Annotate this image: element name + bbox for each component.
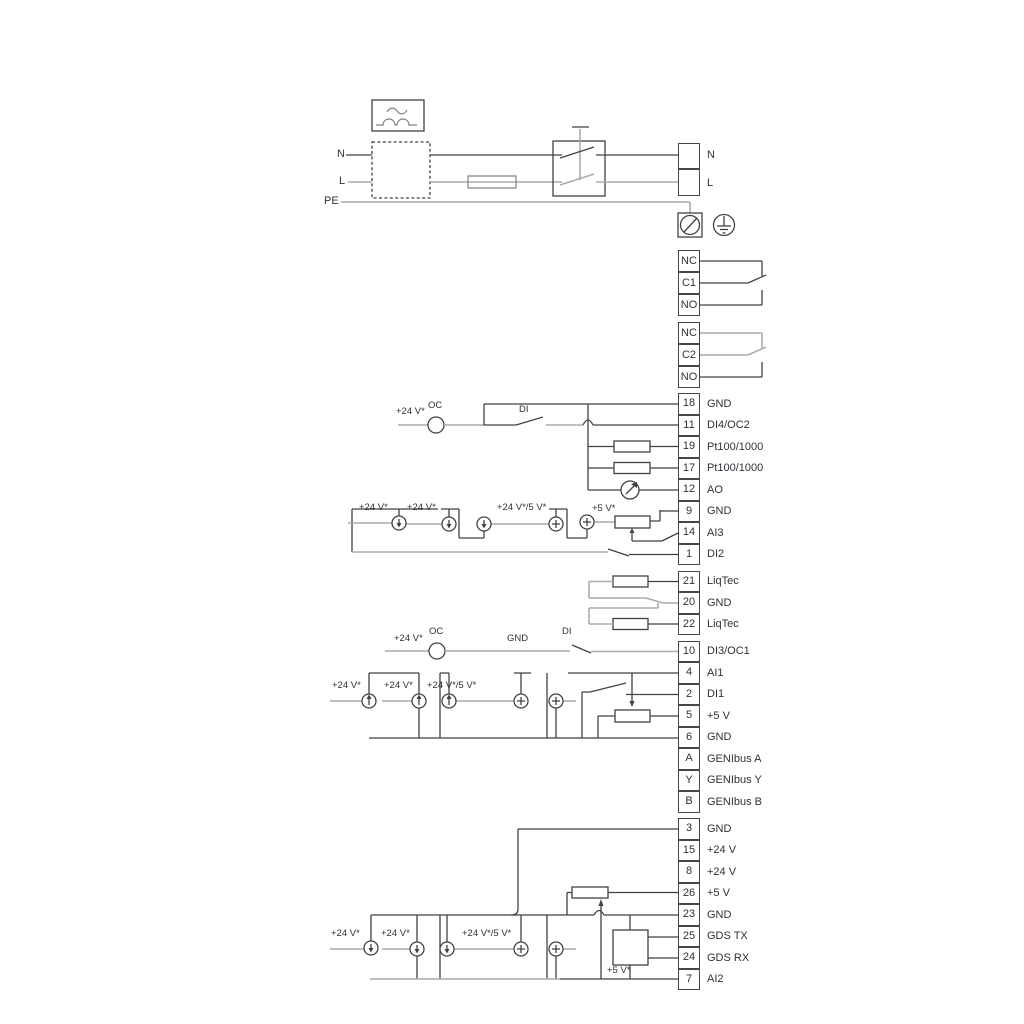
terminal-24: 24 (678, 947, 700, 969)
pt100-resistor-icon (614, 441, 650, 452)
label-n-right: N (707, 149, 715, 161)
terminal-14-label: AI3 (707, 526, 724, 539)
terminal-21: 21 (678, 571, 700, 593)
terminal-12-label: AO (707, 483, 723, 496)
terminal-18: 18 (678, 393, 700, 415)
wire-label-24v: +24 V* (396, 406, 425, 417)
wire-label-24v: +24 V* (381, 928, 410, 939)
terminal-5-label: +5 V (707, 709, 730, 722)
terminal-23: 23 (678, 904, 700, 926)
terminal-2-label: DI1 (707, 688, 725, 701)
terminal-2: 2 (678, 684, 700, 706)
rectified-sine-glyph (376, 119, 417, 125)
terminal-1-label: DI2 (707, 548, 725, 561)
terminal-20: 20 (678, 592, 700, 614)
supply-terminal-n (678, 143, 700, 169)
terminal-14: 14 (678, 522, 700, 544)
relay1-nc: NC (678, 250, 700, 272)
wire-label-gnd: GND (507, 633, 529, 644)
filter-box (372, 142, 430, 198)
ai2-gds-section (330, 829, 678, 979)
terminal-3: 3 (678, 818, 700, 840)
sine-glyph (387, 108, 407, 114)
relay1-wiring (700, 261, 766, 305)
potentiometer-icon (615, 516, 650, 528)
terminal-17: 17 (678, 458, 700, 480)
terminal-6: 6 (678, 727, 700, 749)
gds-sensor-box (613, 930, 648, 965)
di3-oc1-section (385, 643, 678, 659)
relay1-no: NO (678, 294, 700, 316)
terminal-10-label: DI3/OC1 (707, 645, 750, 658)
terminal-1: 1 (678, 544, 700, 566)
terminal-23-label: GND (707, 908, 732, 921)
terminal-22-label: LiqTec (707, 618, 739, 631)
wire-label-24v-5v: +24 V*/5 V* (427, 680, 477, 691)
wire-label-24v: +24 V* (359, 502, 388, 513)
terminal-21-label: LiqTec (707, 575, 739, 588)
di1-switch-blade (590, 683, 626, 692)
di4-switch-blade (516, 417, 543, 425)
power-section (341, 100, 735, 237)
liqtec-sensor-icon (613, 619, 648, 630)
terminal-20-label: GND (707, 596, 732, 609)
terminal-genibus-a-label: GENIbus A (707, 752, 762, 765)
terminal-5: 5 (678, 705, 700, 727)
wire-label-5v: +5 V* (592, 503, 616, 514)
ai1-di1-section (330, 673, 678, 738)
relay2-no: NO (678, 366, 700, 388)
open-collector-icon (429, 643, 445, 659)
wire-label-24v: +24 V* (331, 928, 360, 939)
ac-supply-icon (372, 100, 424, 131)
relay2-c2: C2 (678, 344, 700, 366)
potentiometer-icon (615, 710, 650, 722)
liqtec-section (589, 576, 678, 630)
terminal-9: 9 (678, 501, 700, 523)
wire-label-di: DI (519, 404, 529, 415)
pt100-resistor-icon (614, 463, 650, 474)
wire-label-24v: +24 V* (384, 680, 413, 691)
potentiometer-icon (572, 887, 608, 898)
wire-label-24v: +24 V* (332, 680, 361, 691)
terminal-17-label: Pt100/1000 (707, 462, 764, 475)
relay1-c1: C1 (678, 272, 700, 294)
terminal-25-label: GDS TX (707, 930, 748, 943)
terminal-22: 22 (678, 614, 700, 636)
terminal-19: 19 (678, 436, 700, 458)
wire-label-oc: OC (429, 626, 444, 637)
terminal-7-label: AI2 (707, 973, 724, 986)
label-l-right: L (707, 177, 714, 189)
terminal-24-label: GDS RX (707, 951, 750, 964)
terminal-11: 11 (678, 415, 700, 437)
terminal-9-label: GND (707, 505, 732, 518)
terminal-26-label: +5 V (707, 887, 730, 900)
terminal-genibus-y: Y (678, 770, 700, 792)
terminal-4-label: AI1 (707, 666, 724, 679)
main-switch-box (553, 141, 605, 196)
wire-label-oc: OC (428, 400, 443, 411)
terminal-15-label: +24 V (707, 844, 737, 857)
supply-terminal-l (678, 169, 700, 196)
terminal-genibus-a: A (678, 748, 700, 770)
di2-switch-blade (608, 549, 629, 556)
wire-label-di: DI (562, 626, 572, 637)
terminal-25: 25 (678, 926, 700, 948)
switch-blade-l (560, 174, 594, 185)
terminal-8: 8 (678, 861, 700, 883)
relay2-nc: NC (678, 322, 700, 344)
terminal-26: 26 (678, 883, 700, 905)
liqtec-sensor-icon (613, 576, 648, 587)
di4-pt100-ao-section (398, 404, 678, 499)
terminal-genibus-y-label: GENIbus Y (707, 774, 762, 787)
wire-label-24v: +24 V* (394, 633, 423, 644)
terminal-4: 4 (678, 662, 700, 684)
wire-label-24v-5v: +24 V*/5 V* (462, 928, 512, 939)
terminal-18-label: GND (707, 397, 732, 410)
wire-label-24v: +24 V* (407, 502, 436, 513)
terminal-15: 15 (678, 840, 700, 862)
ai3-di2-section (348, 509, 678, 556)
di3-switch-blade (572, 645, 591, 653)
switch-blade-n (560, 147, 594, 158)
label-l-left: L (339, 175, 346, 187)
terminal-12: 12 (678, 479, 700, 501)
terminal-3-label: GND (707, 822, 732, 835)
label-n-left: N (337, 148, 345, 160)
terminal-8-label: +24 V (707, 865, 737, 878)
wire-label-24v-5v: +24 V*/5 V* (497, 502, 547, 513)
terminal-11-label: DI4/OC2 (707, 419, 750, 432)
terminal-genibus-b-label: GENIbus B (707, 795, 763, 808)
open-collector-icon (428, 417, 444, 433)
terminal-6-label: GND (707, 731, 732, 744)
terminal-19-label: Pt100/1000 (707, 440, 764, 453)
terminal-7: 7 (678, 969, 700, 991)
relay1-blade (748, 275, 766, 283)
relay2-wiring (700, 333, 766, 377)
wire-label-5v: +5 V* (607, 965, 631, 976)
terminal-genibus-b: B (678, 791, 700, 813)
relay2-blade (748, 347, 766, 355)
label-pe: PE (324, 195, 339, 207)
terminal-10: 10 (678, 641, 700, 663)
